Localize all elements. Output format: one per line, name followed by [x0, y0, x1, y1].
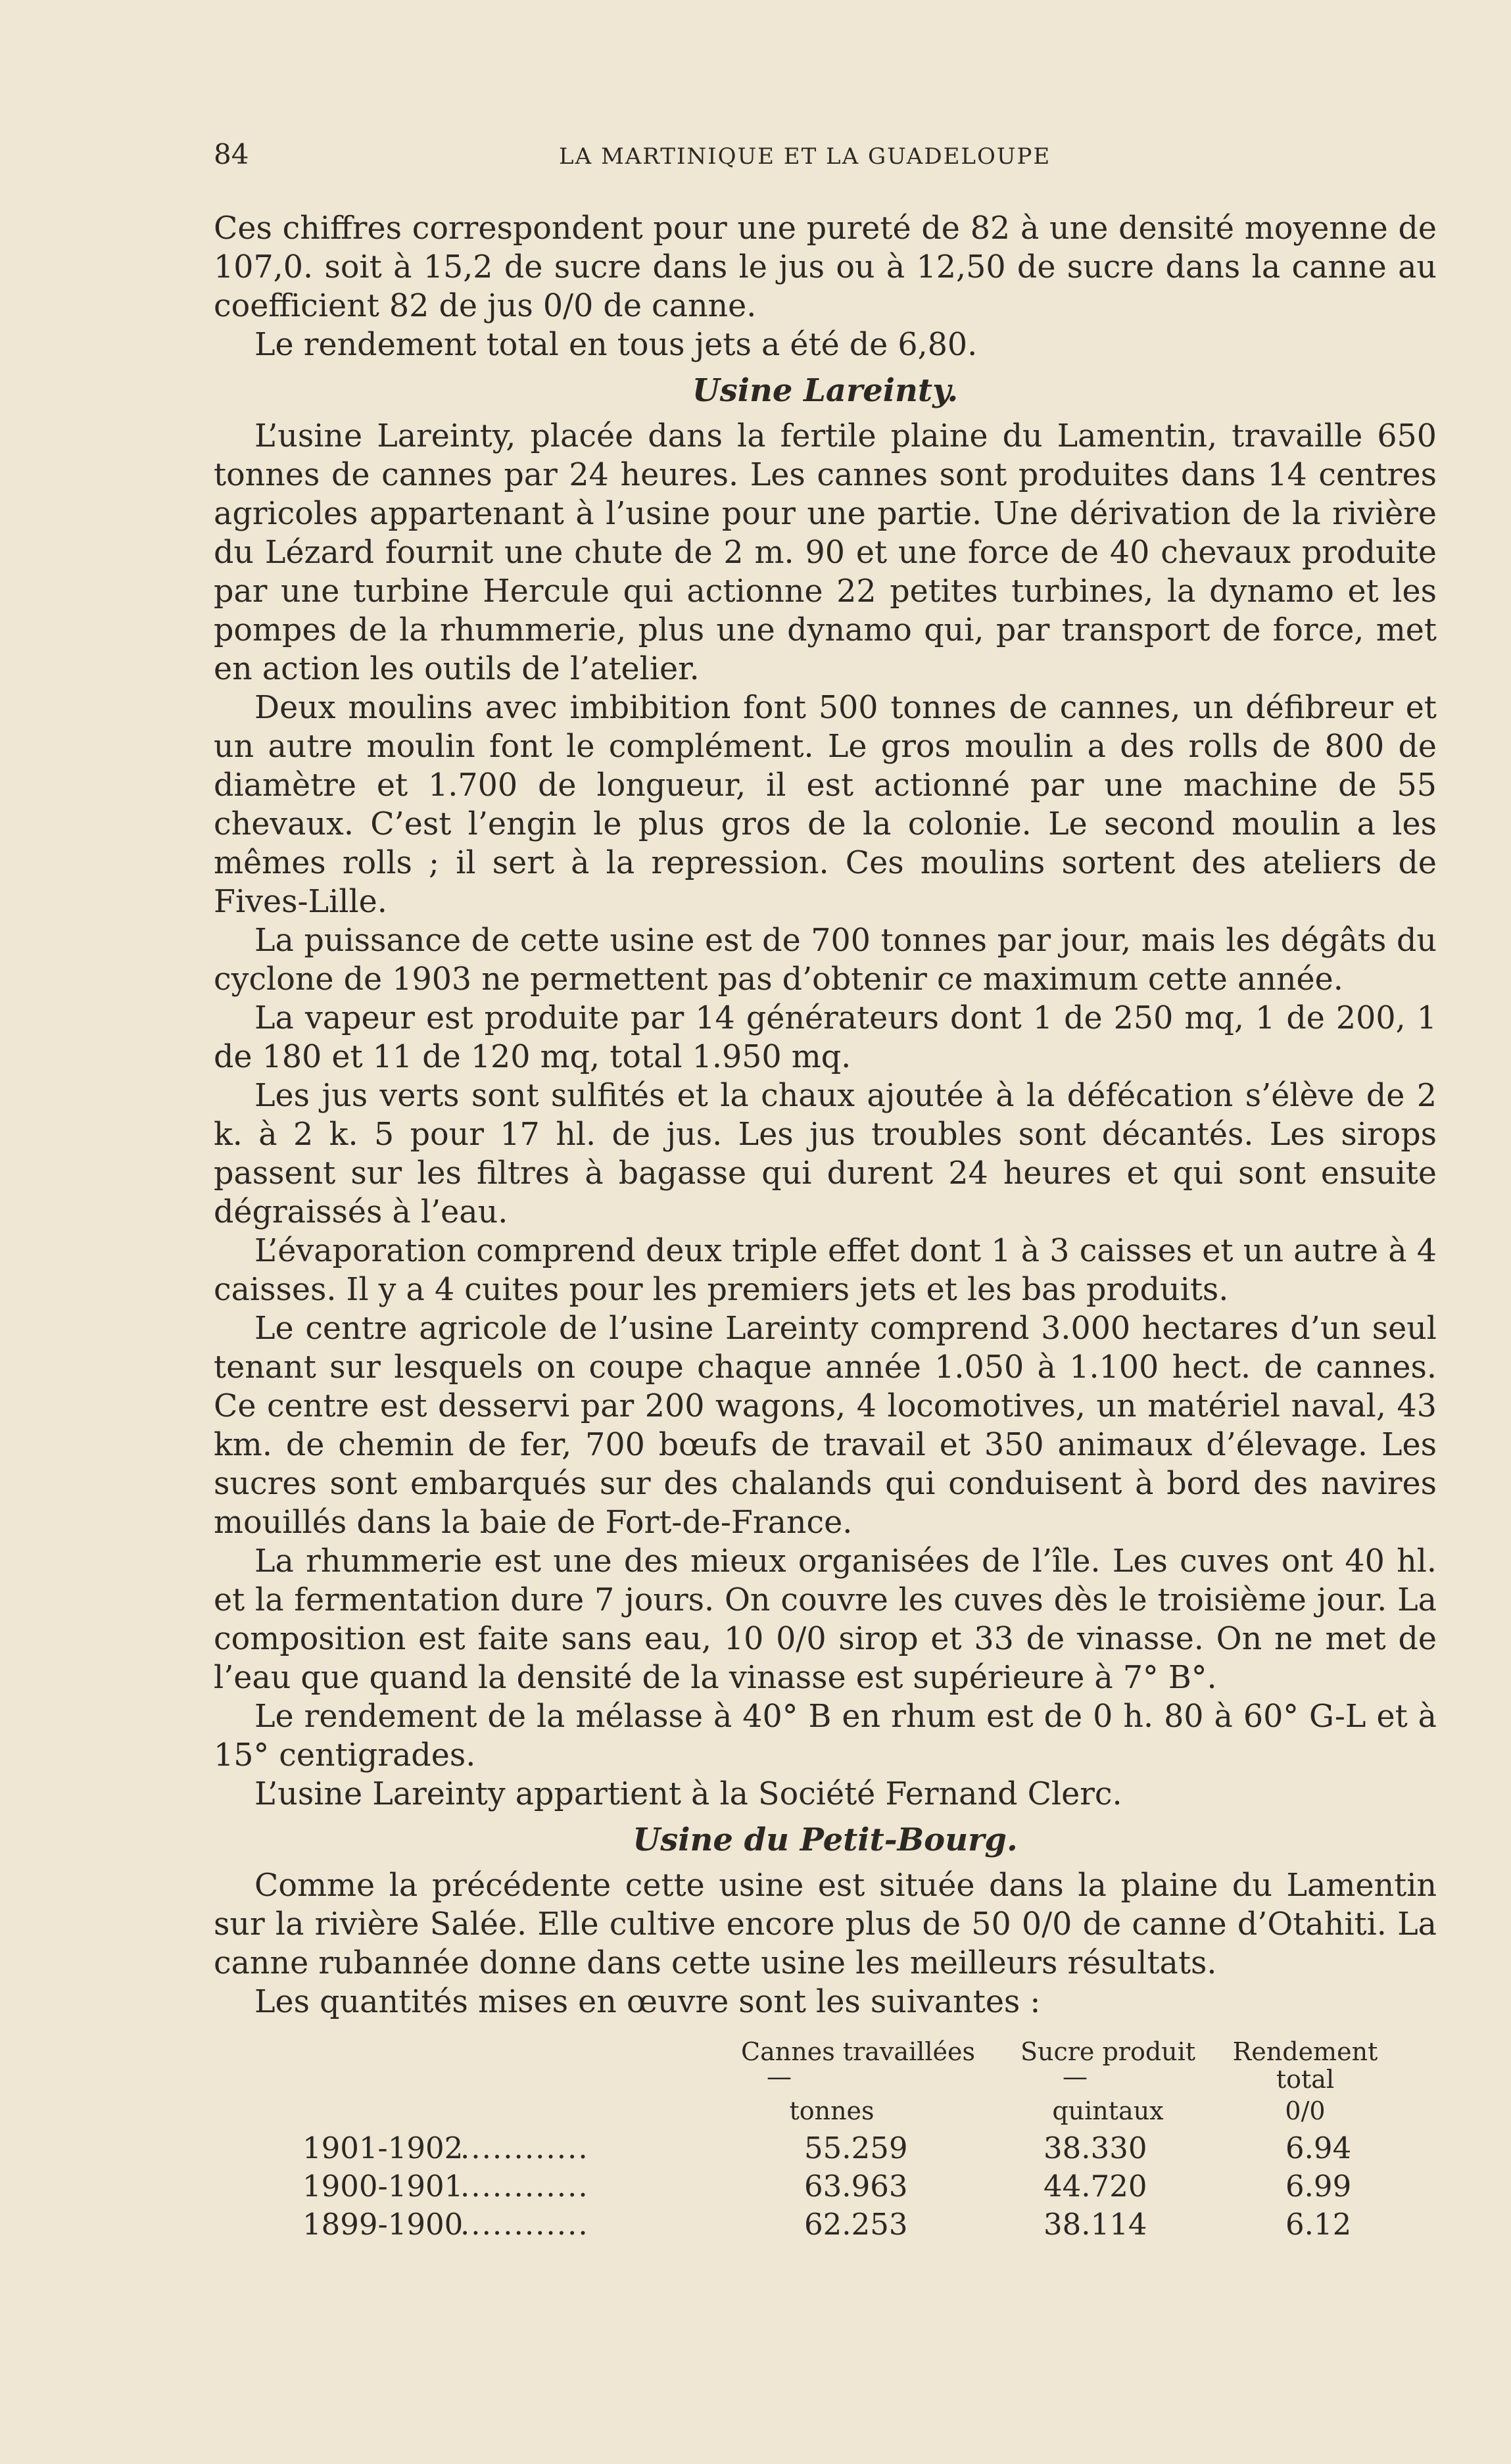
page-number: 84 [214, 138, 249, 170]
unit-quintaux: quintaux [1052, 2096, 1164, 2125]
page-header [214, 138, 1443, 178]
section-title-lareinty: Usine Lareinty. [692, 372, 959, 409]
paragraph: Le rendement de la mélasse à 40° B en rhum est de 0 h. 80 à 60° G-L et à 15° centigrades. [214, 1699, 1437, 1774]
paragraph: La puissance de cette usine est de 700 tonnes par jour, mais les dégâts du cyclone de 1903 ne permettent pas d’obtenir ce maximum cette année. [214, 923, 1437, 998]
paragraph: L’usine Lareinty appartient à la Société Fernand Clerc. [254, 1776, 1122, 1812]
paragraph: Les quantités mises en œuvre sont les suivantes : [254, 1984, 1041, 2020]
paragraph: L’usine Lareinty, placée dans la fertile plaine du Lamentin, travaille 650 tonnes de cannes par 24 heures. Les cannes sont produites dans 14 centres agricoles appartenant à l’usine pour une partie. Une dérivation de la rivière du Lézard fournit une chute de 2 m. 90 et une force de 40 chevaux produite par une turbine Hercule qui actionne 22 petites turbines, la dynamo et les pompes de la rhummerie, plus une dynamo qui, par transport de force, met en action les outils de l’atelier. [214, 418, 1437, 687]
table-row [214, 2207, 1437, 2244]
unit-tonnes: tonnes [789, 2096, 875, 2125]
column-header-sucre: Sucre produit [1020, 2037, 1196, 2066]
row-leader: ............ [460, 2169, 589, 2204]
paragraph: Les jus verts sont sulfités et la chaux ajoutée à la défécation s’élève de 2 k. à 2 k. 5 pour 17 hl. de jus. Les jus troubles sont décantés. Les sirops passent sur les filtres à bagasse qui durent 24 heures et qui sont ensuite dégraissés à l’eau. [214, 1078, 1437, 1230]
running-title: LA MARTINIQUE ET LA GUADELOUPE [559, 143, 1051, 170]
row-year: 1901-1902 [302, 2131, 464, 2165]
row-rendement: 6.99 [1285, 2169, 1352, 2204]
row-cannes: 55.259 [804, 2131, 908, 2165]
paragraph: La rhummerie est une des mieux organisées de l’île. Les cuves ont 40 hl. et la fermentation dure 7 jours. On couvre les cuves dès le troisième jour. La composition est faite sans eau, 10 0/0 sirop et 33 de vinasse. On ne met de l’eau que quand la densité de la vinasse est supérieure à 7° B°. [214, 1543, 1437, 1696]
page-body [214, 209, 1437, 2021]
column-header-cannes: Cannes travaillées [741, 2037, 975, 2066]
row-sucre: 44.720 [1043, 2169, 1147, 2204]
column-header-rendement: Rendement [1232, 2037, 1378, 2066]
row-cannes: 62.253 [804, 2207, 908, 2242]
paragraph: Le centre agricole de l’usine Lareinty comprend 3.000 hectares d’un seul tenant sur lesquels on coupe chaque année 1.050 à 1.100 hect. de cannes. Ce centre est desservi par 200 wagons, 4 locomotives, un matériel naval, 43 km. de chemin de fer, 700 bœufs de travail et 350 animaux d’élevage. Les sucres sont embarqués sur des chalands qui conduisent à bord des navires mouillés dans la baie de Fort-de-France. [214, 1311, 1437, 1541]
intro-paragraph: Ces chiffres correspondent pour une pureté de 82 à une densité moyenne de 107,0. soit à 15,2 de sucre dans le jus ou à 12,50 de sucre dans la canne au coefficient 82 de jus 0/0 de canne. [214, 210, 1437, 324]
paragraph: Comme la précédente cette usine est située dans la plaine du Lamentin sur la rivière Salée. Elle cultive encore plus de 50 0/0 de canne d’Otahiti. La canne rubannée donne dans cette usine les meilleurs résultats. [214, 1868, 1437, 1981]
table-row [214, 2169, 1437, 2206]
row-rendement: 6.12 [1285, 2207, 1352, 2242]
column-dash: — [1063, 2062, 1088, 2091]
row-year: 1899-1900 [302, 2207, 464, 2242]
row-year: 1900-1901 [302, 2169, 464, 2204]
row-leader: ............ [460, 2207, 589, 2242]
paragraph: Deux moulins avec imbibition font 500 tonnes de cannes, un défibreur et un autre moulin font le complément. Le gros moulin a des rolls de 800 de diamètre et 1.700 de longueur, il est actionné par une machine de 55 chevaux. C’est l’engin le plus gros de la colonie. Le second moulin a les mêmes rolls ; il sert à la repression. Ces moulins sortent des ateliers de Fives-Lille. [214, 690, 1437, 920]
section-title-petit-bourg: Usine du Petit-Bourg. [633, 1822, 1018, 1858]
row-cannes: 63.963 [804, 2169, 908, 2204]
row-leader: ............ [460, 2131, 589, 2165]
unit-percent: 0/0 [1285, 2096, 1326, 2125]
column-header-total: total [1276, 2065, 1335, 2094]
paragraph: L’évaporation comprend deux triple effet dont 1 à 3 caisses et un autre à 4 caisses. Il y a 4 cuites pour les premiers jets et les bas produits. [214, 1233, 1437, 1308]
intro-paragraph: Le rendement total en tous jets a été de 6,80. [254, 327, 978, 363]
row-rendement: 6.94 [1285, 2131, 1352, 2165]
row-sucre: 38.114 [1043, 2207, 1147, 2242]
paragraph: La vapeur est produite par 14 générateurs dont 1 de 250 mq, 1 de 200, 1 de 180 et 11 de 120 mq, total 1.950 mq. [214, 1000, 1437, 1075]
column-dash: — [767, 2062, 792, 2091]
row-sucre: 38.330 [1043, 2131, 1147, 2165]
table-row [214, 2131, 1437, 2167]
